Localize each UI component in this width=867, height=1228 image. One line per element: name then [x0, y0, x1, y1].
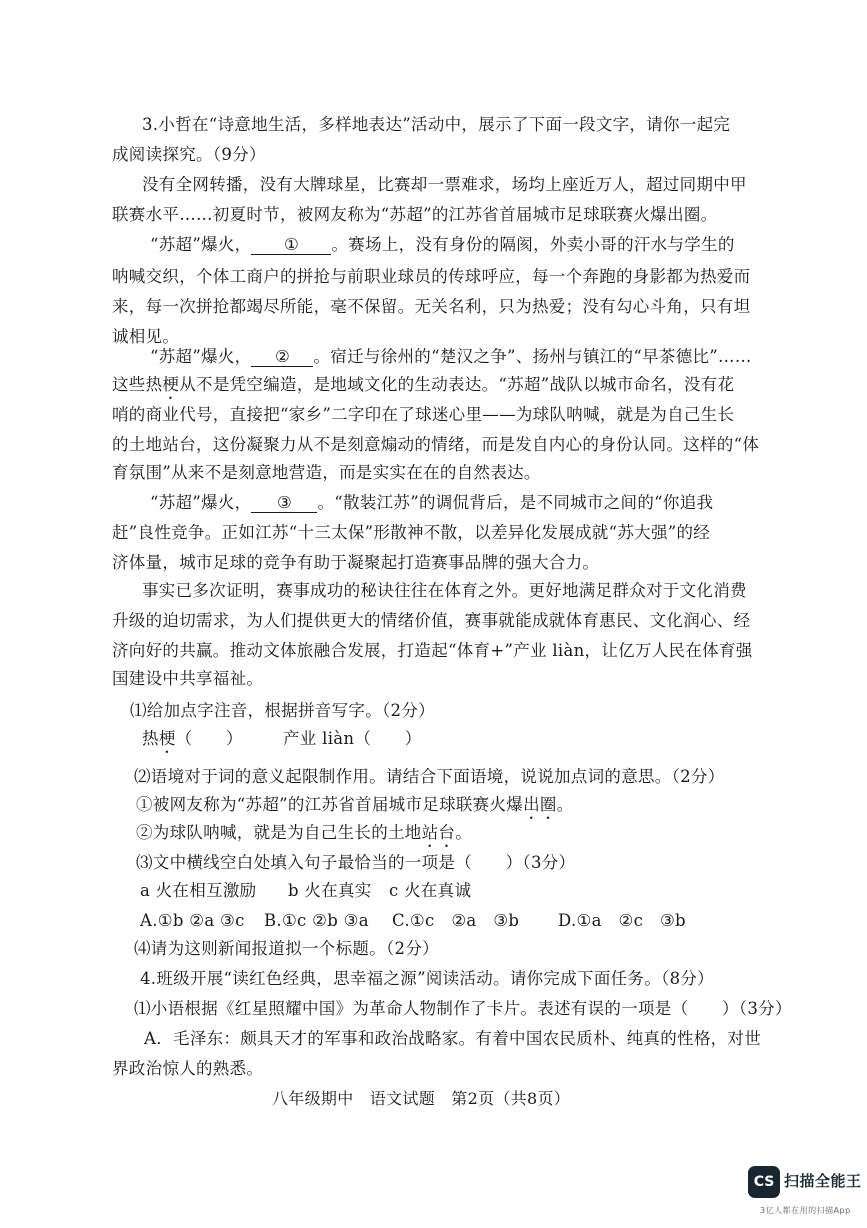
q4-sub1-prompt: ⑴小语根据《红星照耀中国》为革命人物制作了卡片。表述有误的一项是（ ）（3分） — [134, 999, 792, 1018]
sub2-item2-pre: ②为球队呐喊，就是为自己生长的土地 — [136, 823, 422, 842]
passage-p5-line-1: 事实已多次证明，赛事成功的秘诀往往在体育之外。更好地满足群众对于文化消费 — [142, 581, 747, 600]
q4-option-A-line-1: A．毛泽东：颇具天才的军事和政治战略家。有着中国农民质朴、纯真的性格，对世 — [144, 1029, 762, 1048]
blank-2[interactable]: ② — [251, 348, 313, 367]
dotted-word-zhantai: 站台 — [421, 823, 456, 842]
passage-p4-line-2: 赶”良性竞争。正如江苏“十三太保”形散神不散，以差异化发展成就“苏大强”的经 — [112, 523, 711, 542]
blank-1[interactable]: ① — [251, 236, 331, 255]
p4-lead: “苏超”爆火， — [150, 493, 252, 512]
passage-p4-line-1 — [150, 492, 713, 514]
q3-intro-line-1: 3.小哲在“诗意地生活，多样地表达”活动中，展示了下面一段文字，请你一起完 — [142, 115, 731, 134]
passage-p1-line-1: 没有全网转播，没有大牌球星，比赛却一票难求，场均上座近万人，超过同期中甲 — [142, 175, 747, 194]
q3-sub3-prompt: ⑶文中横线空白处填入句子最恰当的一项是（ ）（3分） — [136, 853, 576, 872]
dotted-char-geng-2: 梗 — [158, 729, 176, 748]
passage-p5-line-2: 升级的迫切需求，为人们提供更大的情绪价值，赛事就能成就体育惠民、文化润心、经 — [112, 611, 751, 630]
camscanner-logo-icon: CS — [748, 1166, 780, 1198]
passage-p2-line-3: 来，每一次拼抢都竭尽所能，毫不保留。无关名利，只为热爱；没有勾心斗角，只有坦 — [112, 297, 751, 316]
passage-p2-line-4: 诚相见。 — [112, 327, 180, 346]
p2-lead: “苏超”爆火， — [150, 235, 252, 254]
q3-sub1-answer-b[interactable]: 产业 liàn（ ） — [283, 729, 422, 748]
p3-lead: “苏超”爆火， — [150, 347, 252, 366]
q4-intro: 4.班级开展“读红色经典，思幸福之源”阅读活动。请你完成下面任务。（8分） — [140, 969, 714, 988]
q3-sub1-prompt: ⑴给加点字注音，根据拼音写字。（2分） — [130, 701, 435, 720]
passage-p1-line-2: 联赛水平……初夏时节，被网友称为“苏超”的江苏省首届城市足球联赛火爆出圈。 — [112, 205, 718, 224]
q3-sub2-prompt: ⑵语境对于词的意义起限制作用。请结合下面语境，说说加点词的意思。（2分） — [134, 767, 725, 786]
q3-sub4-prompt: ⑷请为这则新闻报道拟一个标题。（2分） — [134, 939, 439, 958]
q3-sub2-item-2 — [136, 822, 472, 851]
answer-blank-geng[interactable]: （ ） — [175, 729, 243, 748]
passage-p3-line-4: 的土地站台，这份凝聚力从不是刻意煽动的情绪，而是发自内心的身份认同。这样的“体 — [112, 435, 760, 454]
passage-p2-line-2: 呐喊交织，个体工商户的拼抢与前职业球员的传球呼应，每一个奔跑的身影都为热爱而 — [112, 267, 751, 286]
q3-sub3-choice-A[interactable]: A.①b ②a ③c — [140, 911, 245, 930]
q3-intro-line-2: 成阅读探究。（9分） — [112, 145, 266, 164]
q3-sub3-choice-C[interactable]: C.①c ②a ③b — [392, 911, 520, 930]
p2-rest: 。赛场上，没有身份的隔阂，外卖小哥的汗水与学生的 — [331, 235, 735, 254]
camscanner-subtitle: 3亿人都在用的扫描App — [760, 1206, 851, 1215]
p3-line2-post: 从不是凭空编造，是地域文化的生动表达。“苏超”战队以城市命名，没有花 — [179, 375, 735, 394]
passage-p3-line-3: 哨的商业代号，直接把“家乡”二字印在了球迷心里——为球队呐喊，就是为自己生长 — [112, 405, 735, 424]
passage-p2-line-1 — [150, 234, 735, 256]
sub2-item1-pre: ①被网友称为“苏超”的江苏省首届城市足球联赛火爆 — [136, 795, 524, 814]
q3-sub3-option-a: a 火在相互激励 — [140, 881, 257, 900]
q3-sub2-item-1 — [136, 794, 574, 823]
p3-rest: 。宿迁与徐州的“楚汉之争”、扬州与镇江的“早茶德比”…… — [313, 347, 752, 366]
q4-option-A-line-2: 界政治惊人的熟悉。 — [112, 1059, 264, 1078]
passage-p3-line-5: 育氛围”从来不是刻意地营造，而是实实在在的自然表达。 — [112, 463, 541, 482]
passage-p4-line-3: 济体量，城市足球的竞争有助于凝聚起打造赛事品牌的强大合力。 — [112, 553, 600, 572]
q3-sub3-choice-B[interactable]: B.①c ②b ③a — [264, 911, 369, 930]
sub1-pre: 热 — [142, 729, 159, 748]
dotted-word-chuquan: 出圈 — [523, 795, 557, 814]
q3-sub1-answer-a — [142, 728, 243, 757]
passage-p5-line-3: 济向好的共赢。推动文体旅融合发展，打造起“体育+”产业 liàn，让亿万人民在体育强 — [112, 641, 753, 660]
sub2-item1-post: 。 — [556, 795, 574, 814]
p4-rest: 。“散装江苏”的调侃背后，是不同城市之间的“你追我 — [317, 493, 714, 512]
passage-p3-line-1 — [150, 346, 752, 368]
camscanner-title: 扫描全能王 — [784, 1172, 862, 1190]
passage-p3-line-2 — [112, 374, 734, 403]
sub2-item2-post: 。 — [455, 823, 473, 842]
q3-sub3-option-c: c 火在真诚 — [389, 881, 472, 900]
blank-3[interactable]: ③ — [251, 494, 317, 513]
page-footer: 八年级期中 语文试题 第2页（共8页） — [272, 1089, 571, 1108]
q3-sub3-choice-D[interactable]: D.①a ②c ③b — [558, 911, 686, 930]
dotted-char-geng: 梗 — [162, 375, 180, 394]
passage-p5-line-4: 国建设中共享福祉。 — [112, 669, 264, 688]
p3-line2-pre: 这些热 — [112, 375, 163, 394]
q3-sub3-option-b: b 火在真实 — [288, 881, 372, 900]
